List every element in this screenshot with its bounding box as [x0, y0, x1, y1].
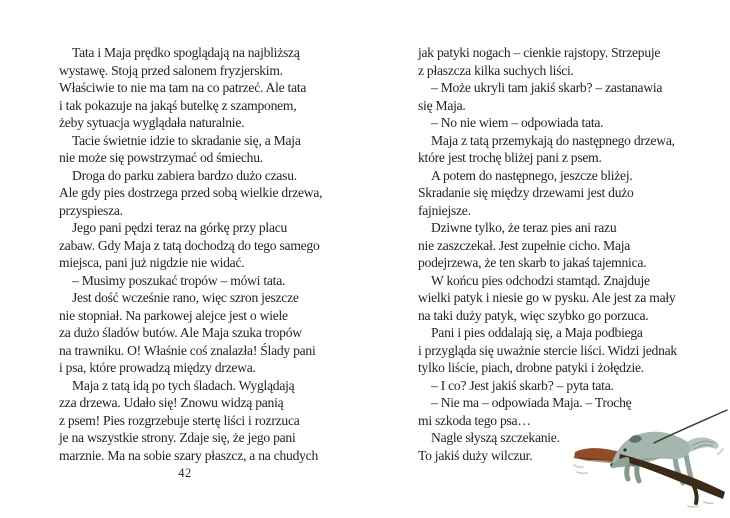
- text-line: je na wszystkie strony. Zdaje się, że jego pani: [59, 430, 296, 445]
- text-line: żeby sytuacja wyglądała naturalnie.: [59, 115, 245, 130]
- text-line: Maja z tatą przemykają do następnego drzewa,: [431, 132, 675, 148]
- text-line: Tata i Maja prędko spoglądają na najbliższą: [72, 45, 300, 60]
- text-line: – Nie ma – odpowiada Maja. – Trochę: [431, 395, 632, 410]
- text-line: Nagle słyszą szczekanie.: [431, 430, 560, 445]
- text-line: To jakiś duży wilczur.: [418, 447, 533, 463]
- text-line: wystawę. Stoją przed salonem fryzjerskim.: [59, 62, 283, 78]
- page-number: 42: [178, 466, 192, 480]
- branch-dark-part: [619, 454, 725, 499]
- motion-marks-left: [574, 465, 587, 473]
- text-line: i tak pokazuje na jakąś butelkę z szamponem,: [59, 97, 297, 113]
- leash-line: [654, 410, 727, 443]
- text-line: nie może się powstrzymać od śmiechu.: [59, 150, 263, 165]
- text-line: na trawniku. O! Właśnie coś znalazła! Ślady pani: [59, 342, 316, 358]
- text-line: Skradanie się między drzewami jest dużo: [418, 185, 634, 200]
- text-line: Tacie świetnie idzie to skradanie się, a Maja: [72, 132, 301, 148]
- dog-eye: [623, 448, 626, 451]
- text-line: Jest dość wcześnie rano, więc szron jeszcze: [72, 290, 299, 305]
- text-line: jak patyki nogach – cienkie rajstopy. Strzepuje: [418, 45, 661, 60]
- text-line: – Musimy poszukać tropów – mówi tata.: [72, 272, 286, 288]
- text-line: Droga do parku zabiera bardzo dużo czasu.: [72, 167, 297, 183]
- text-line: i psa, które prowadzą między drzewa.: [59, 360, 256, 375]
- text-line: nie stopniał. Na parkowej alejce jest o wiele: [59, 307, 288, 323]
- left-page-text-column: [59, 44, 323, 464]
- text-line: – No nie wiem – odpowiada tata.: [431, 115, 604, 130]
- dog-tail: [686, 437, 719, 451]
- text-line: Właściwie to nie ma tam na co patrzeć. Ale tata: [59, 80, 307, 95]
- text-line: A potem do następnego, jeszcze bliżej.: [431, 167, 633, 183]
- text-line: miejsca, pani już nigdzie nie widać.: [59, 255, 245, 270]
- text-line: z psem! Pies rozgrzebuje stertę liści i rozrzuca: [59, 412, 300, 428]
- text-line: tylko liście, piach, drobne patyki i żołędzie.: [418, 360, 644, 375]
- text-line: – I co? Jest jakiś skarb? – pyta tata.: [431, 377, 614, 393]
- text-line: Dziwne tylko, że teraz pies ani razu: [431, 220, 617, 235]
- dog-with-branch-illustration: [572, 408, 730, 516]
- text-line: zza drzewa. Udało się! Znowu widzą panią: [59, 395, 284, 410]
- text-line: Pani i pies oddalają się, a Maja podbiega: [431, 325, 643, 340]
- text-line: Jego pani pędzi teraz na górkę przy placu: [72, 220, 288, 235]
- text-line: Maja z tatą idą po tych śladach. Wyglądają: [72, 377, 295, 393]
- text-line: fajniejsze.: [418, 202, 471, 218]
- text-line: za dużo śladów butów. Ale Maja szuka tropów: [59, 325, 302, 340]
- text-line: które jest trochę bliżej pani z psem.: [418, 150, 602, 165]
- text-line: na taki duży patyk, więc szybko go porzuca.: [418, 307, 649, 323]
- text-line: zabaw. Gdy Maja z tatą dochodzą do tego samego: [59, 237, 320, 253]
- text-line: marznie. Ma na sobie szary płaszcz, a na chudych: [59, 447, 318, 463]
- text-line: się Maja.: [418, 97, 466, 113]
- text-line: W końcu pies odchodzi stamtąd. Znajduje: [431, 272, 650, 288]
- text-line: z płaszcza kilka suchych liści.: [418, 62, 574, 78]
- text-line: podejrzewa, że ten skarb to jakaś tajemnica.: [418, 255, 647, 270]
- text-line: i przygląda się uważnie stercie liści. Widzi jednak: [418, 342, 677, 358]
- text-line: nie zaszczekał. Jest zupełnie cicho. Maja: [418, 237, 631, 253]
- text-line: mi szkoda tego psa…: [418, 412, 531, 428]
- text-line: Ale gdy pies dostrzega przed sobą wielkie drzewa,: [59, 185, 323, 200]
- text-line: przyspiesza.: [59, 202, 123, 218]
- text-line: – Może ukryli tam jakiś skarb? – zastanawia: [431, 80, 663, 95]
- text-line: wielki patyk i niesie go w pysku. Ale jest za mały: [418, 290, 676, 305]
- right-page-text-column: [418, 44, 676, 464]
